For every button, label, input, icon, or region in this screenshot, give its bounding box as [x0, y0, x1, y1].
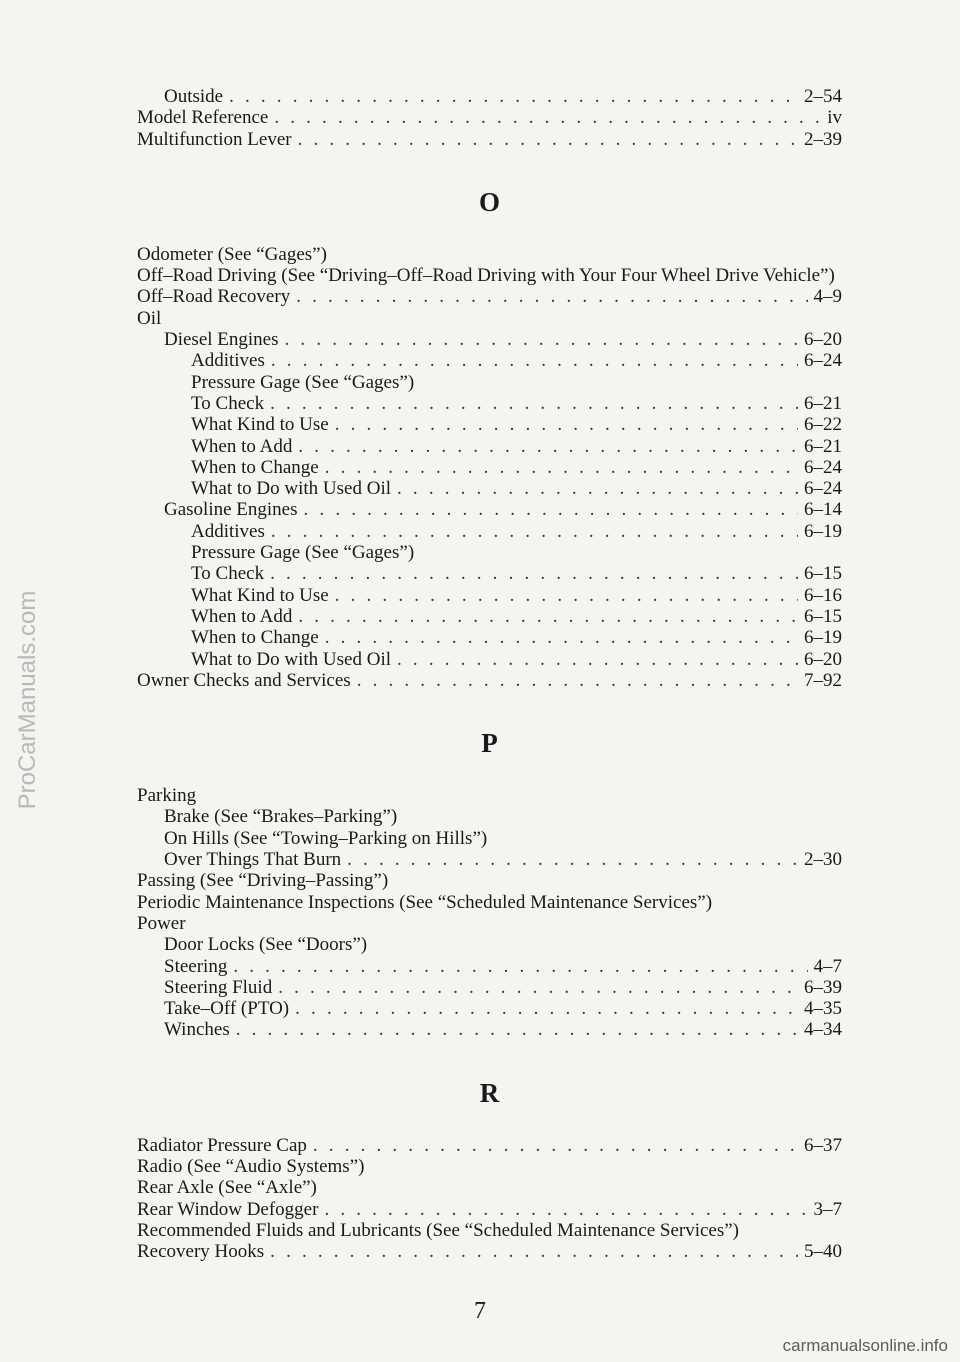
index-entry — [137, 670, 842, 691]
index-entry-label: When to Change — [191, 456, 319, 478]
side-watermark — [8, 540, 48, 860]
section-heading-o: O — [478, 186, 500, 217]
index-group-r — [137, 1135, 842, 1263]
index-entry-label: Take–Off (PTO) — [164, 998, 290, 1020]
index-entry-page: 6–21 — [804, 435, 842, 457]
dot-leader — [271, 350, 798, 371]
index-entry-page: 5–40 — [804, 1241, 842, 1263]
dot-leader — [233, 956, 807, 977]
index-entry-label: Oil — [137, 307, 162, 329]
dot-leader — [335, 585, 798, 606]
dot-leader — [270, 1241, 798, 1262]
index-entry — [137, 585, 842, 606]
index-entry-label: Model Reference — [137, 107, 269, 129]
index-entry — [137, 86, 842, 107]
index-entry-page: 6–14 — [804, 499, 842, 521]
index-entry-label: Off–Road Driving (See “Driving–Off–Road Driving with Your Four Wheel Drive Vehicle”) — [137, 265, 835, 287]
index-entry-label: Outside — [164, 86, 224, 107]
dot-leader — [285, 329, 798, 350]
index-entry-label: Periodic Maintenance Inspections (See “Scheduled Maintenance Services”) — [137, 891, 713, 913]
index-entry-label: Over Things That Burn — [164, 849, 342, 871]
index-entry-label: To Check — [191, 392, 265, 414]
index-entry — [137, 244, 842, 265]
index-entry-label: What Kind to Use — [191, 584, 329, 606]
dot-leader — [325, 627, 798, 648]
index-entry-label: What Kind to Use — [191, 414, 329, 436]
index-entry-label: Gasoline Engines — [164, 499, 298, 521]
index-entry-page: 6–15 — [804, 563, 842, 585]
index-entry-label: Multifunction Lever — [137, 128, 292, 150]
index-entry — [137, 1177, 842, 1198]
index-entry-label: When to Add — [191, 435, 293, 457]
index-entry-page: 6–19 — [804, 627, 842, 649]
index-group-top — [137, 86, 842, 150]
index-entry-page: 6–15 — [804, 605, 842, 627]
dot-leader — [397, 649, 798, 670]
index-entry-page: 6–20 — [804, 648, 842, 670]
index-entry-label: Radio (See “Audio Systems”) — [137, 1155, 365, 1177]
index-entry-label: Pressure Gage (See “Gages”) — [191, 371, 415, 393]
index-entry — [137, 828, 842, 849]
index-entry-page: 6–16 — [804, 584, 842, 606]
index-entry — [137, 457, 842, 478]
index-entry-page: 3–7 — [813, 1198, 842, 1220]
section-heading-r: R — [479, 1077, 500, 1108]
index-entry — [137, 977, 842, 998]
index-entry — [137, 308, 842, 329]
index-entry — [137, 806, 842, 827]
index-entry — [137, 107, 842, 128]
dot-leader — [270, 393, 798, 414]
index-entry-page: 6–24 — [804, 478, 842, 500]
index-entry — [137, 1199, 842, 1220]
index-entry-label: Parking — [137, 785, 197, 807]
index-entry — [137, 913, 842, 934]
index-entry-label: When to Add — [191, 605, 293, 627]
index-entry-label: Owner Checks and Services — [137, 669, 351, 691]
index-entry-label: Winches — [164, 1019, 230, 1041]
index-entry-label: Rear Axle (See “Axle”) — [137, 1177, 317, 1199]
index-entry — [137, 265, 842, 286]
dot-leader — [325, 457, 798, 478]
dot-leader — [295, 998, 798, 1019]
dot-leader — [357, 670, 798, 691]
index-entry-label: When to Change — [191, 627, 319, 649]
dot-leader — [298, 129, 798, 150]
index-entry — [137, 649, 842, 670]
index-entry-label: Additives — [191, 520, 265, 542]
index-entry-page: 6–24 — [804, 456, 842, 478]
index-entry — [137, 785, 842, 806]
index-entry — [137, 998, 842, 1019]
dot-leader — [397, 478, 798, 499]
index-entry — [137, 1019, 842, 1040]
index-entry-label: Door Locks (See “Doors”) — [164, 934, 368, 956]
index-entry — [137, 606, 842, 627]
index-entry — [137, 892, 842, 913]
index-entry-page: 2–30 — [804, 849, 842, 871]
index-entry — [137, 329, 842, 350]
index-entry — [137, 542, 842, 563]
index-content — [137, 86, 842, 1262]
dot-leader — [296, 286, 807, 307]
index-entry-label: Steering — [164, 955, 228, 977]
index-entry-label: Additives — [191, 350, 265, 372]
index-entry-label: Pressure Gage (See “Gages”) — [191, 542, 415, 564]
dot-leader — [236, 1019, 798, 1040]
side-watermark-text: ProCarManuals.com — [14, 590, 41, 810]
index-entry-label: Brake (See “Brakes–Parking”) — [164, 806, 398, 828]
index-entry — [137, 350, 842, 371]
index-entry-page: 6–21 — [804, 392, 842, 414]
index-entry — [137, 372, 842, 393]
index-entry-page: iv — [827, 107, 842, 129]
index-entry — [137, 414, 842, 435]
index-entry-label: Steering Fluid — [164, 976, 273, 998]
index-entry-page: 4–7 — [813, 955, 842, 977]
index-entry — [137, 1241, 842, 1262]
index-entry — [137, 478, 842, 499]
index-entry-page: 7–92 — [804, 669, 842, 691]
index-entry — [137, 393, 842, 414]
dot-leader — [278, 977, 798, 998]
index-entry-page: 4–34 — [804, 1019, 842, 1041]
index-entry — [137, 521, 842, 542]
index-entry-label: Diesel Engines — [164, 329, 279, 351]
index-entry — [137, 1156, 842, 1177]
index-entry — [137, 563, 842, 584]
index-entry — [137, 870, 842, 891]
dot-leader — [347, 849, 798, 870]
footer-watermark: carmanualsonline.info — [782, 1336, 948, 1355]
dot-leader — [335, 414, 798, 435]
index-entry-label: Rear Window Defogger — [137, 1198, 319, 1220]
index-entry-page: 4–35 — [804, 998, 842, 1020]
index-entry-label: What to Do with Used Oil — [191, 648, 392, 670]
index-entry — [137, 499, 842, 520]
index-entry — [137, 849, 842, 870]
index-entry-label: Recovery Hooks — [137, 1241, 265, 1263]
index-entry-page: 6–20 — [804, 329, 842, 351]
index-entry — [137, 1135, 842, 1156]
dot-leader — [229, 86, 798, 107]
dot-leader — [313, 1135, 798, 1156]
index-entry-label: Radiator Pressure Cap — [137, 1134, 307, 1156]
index-entry-page: 2–54 — [804, 86, 842, 107]
index-entry-label: To Check — [191, 563, 265, 585]
dot-leader — [324, 1199, 807, 1220]
dot-leader — [271, 521, 798, 542]
section-heading-p: P — [481, 728, 498, 759]
index-entry-page: 6–19 — [804, 520, 842, 542]
index-entry-label: On Hills (See “Towing–Parking on Hills”) — [164, 827, 488, 849]
dot-leader — [298, 606, 798, 627]
index-entry — [137, 129, 842, 150]
index-entry — [137, 286, 842, 307]
index-entry — [137, 1220, 842, 1241]
index-entry-label: What to Do with Used Oil — [191, 478, 392, 500]
dot-leader — [274, 107, 821, 128]
index-entry-label: Odometer (See “Gages”) — [137, 243, 327, 265]
index-entry — [137, 627, 842, 648]
index-entry — [137, 934, 842, 955]
index-entry-label: Passing (See “Driving–Passing”) — [137, 870, 389, 892]
index-group-o — [137, 244, 842, 691]
page-number: 7 — [474, 1298, 486, 1324]
index-entry-page: 6–37 — [804, 1134, 842, 1156]
dot-leader — [298, 436, 798, 457]
index-entry-page: 2–39 — [804, 128, 842, 150]
index-entry-page: 6–22 — [804, 414, 842, 436]
dot-leader — [304, 499, 798, 520]
index-entry — [137, 436, 842, 457]
index-group-p — [137, 785, 842, 1041]
index-entry-label: Off–Road Recovery — [137, 286, 291, 308]
index-entry — [137, 956, 842, 977]
dot-leader — [270, 563, 798, 584]
index-entry-label: Power — [137, 912, 186, 934]
index-entry-page: 6–39 — [804, 976, 842, 998]
index-entry-label: Recommended Fluids and Lubricants (See “Scheduled Maintenance Services”) — [137, 1219, 739, 1241]
index-entry-page: 6–24 — [804, 350, 842, 372]
index-entry-page: 4–9 — [813, 286, 842, 308]
